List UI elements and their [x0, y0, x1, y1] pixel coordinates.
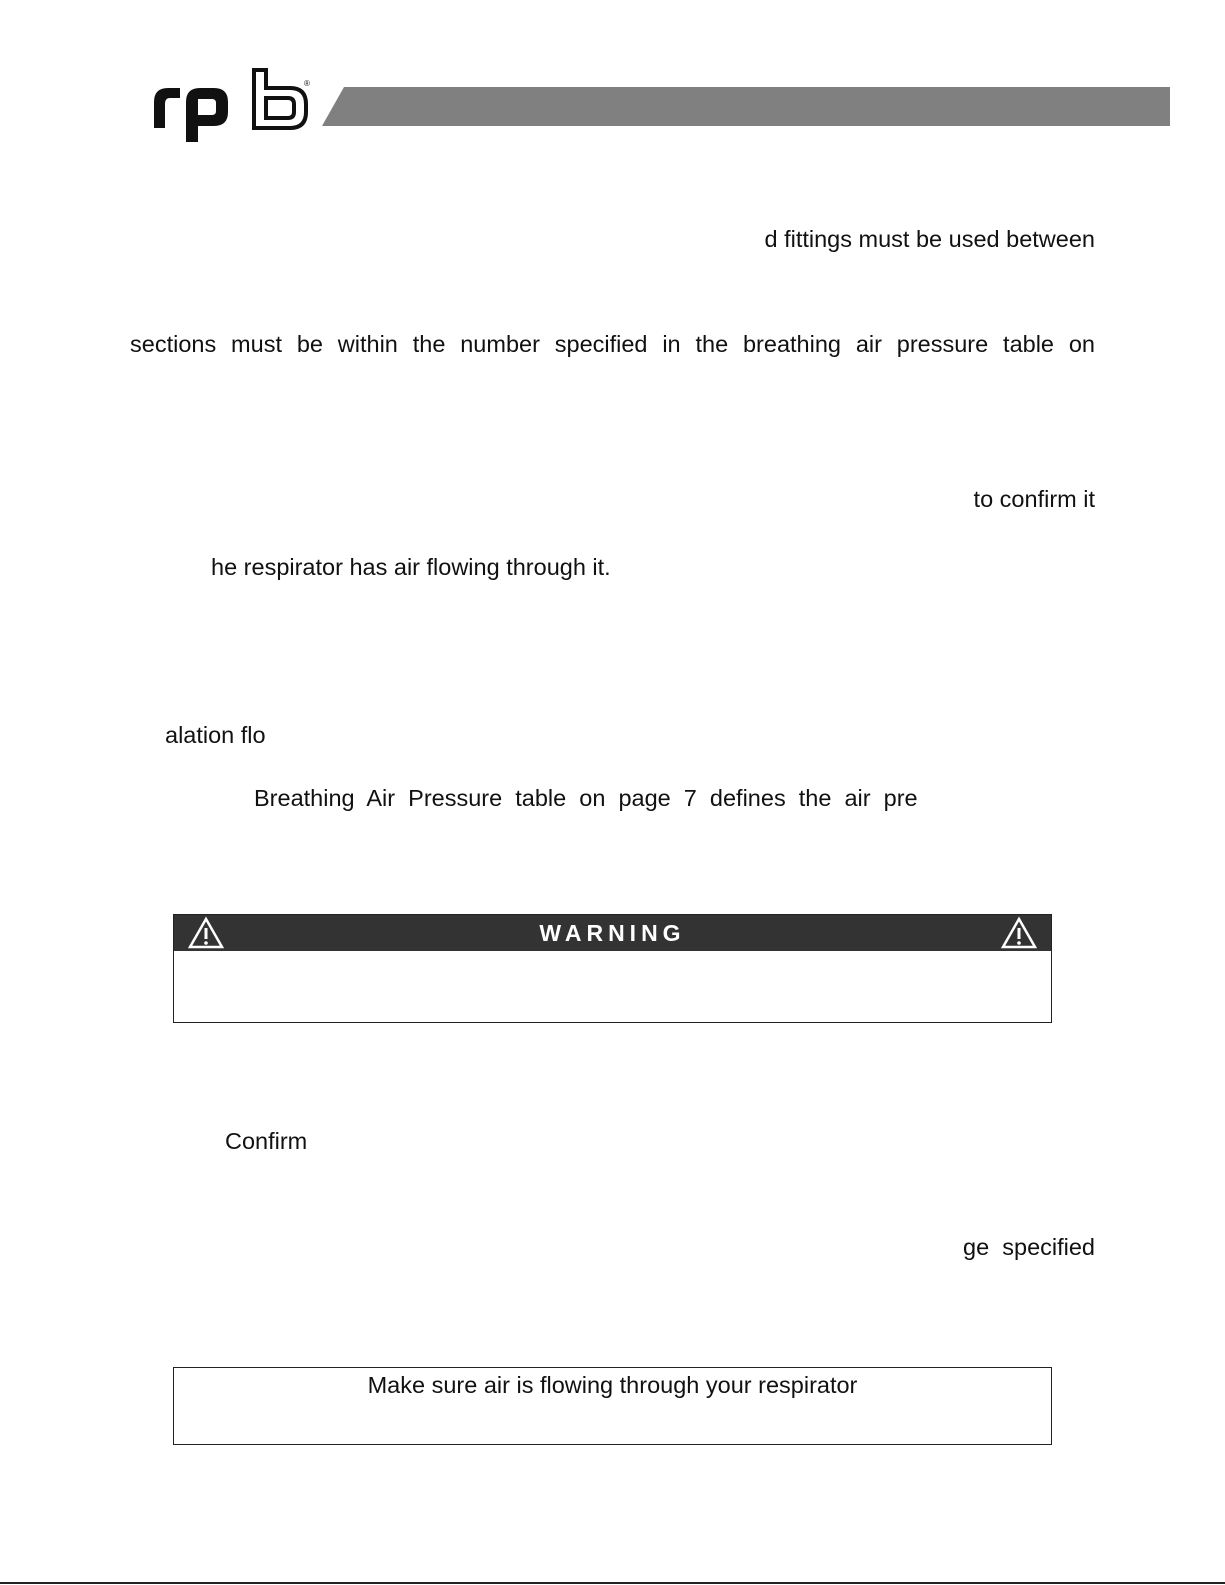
body-line-4: he respirator has air flowing through it.	[211, 554, 611, 580]
body-line-3: to confirm it	[973, 486, 1095, 512]
rpb-logo	[150, 68, 315, 148]
warning-title: WARNING	[539, 920, 686, 946]
note-text: Make sure air is flowing through your respirator	[367, 1372, 858, 1398]
body-line-7: Confirm	[225, 1128, 308, 1154]
footer-rule	[0, 1582, 1225, 1584]
body-line-5: alation flo	[165, 722, 266, 748]
warning-header	[174, 915, 1051, 951]
warning-box	[173, 914, 1052, 1023]
body-line-2: sections must be within the number specified in the breathing air pressure table on	[130, 331, 1095, 357]
warning-triangle-icon	[1001, 916, 1037, 949]
svg-text:®: ®	[304, 79, 310, 88]
body-line-1: d fittings must be used between	[764, 226, 1095, 252]
body-line-8: ge specified	[963, 1234, 1095, 1260]
body-line-6: Breathing Air Pressure table on page 7 defines the air pre	[254, 785, 918, 811]
header-bar	[322, 87, 1170, 126]
note-box	[173, 1367, 1052, 1445]
